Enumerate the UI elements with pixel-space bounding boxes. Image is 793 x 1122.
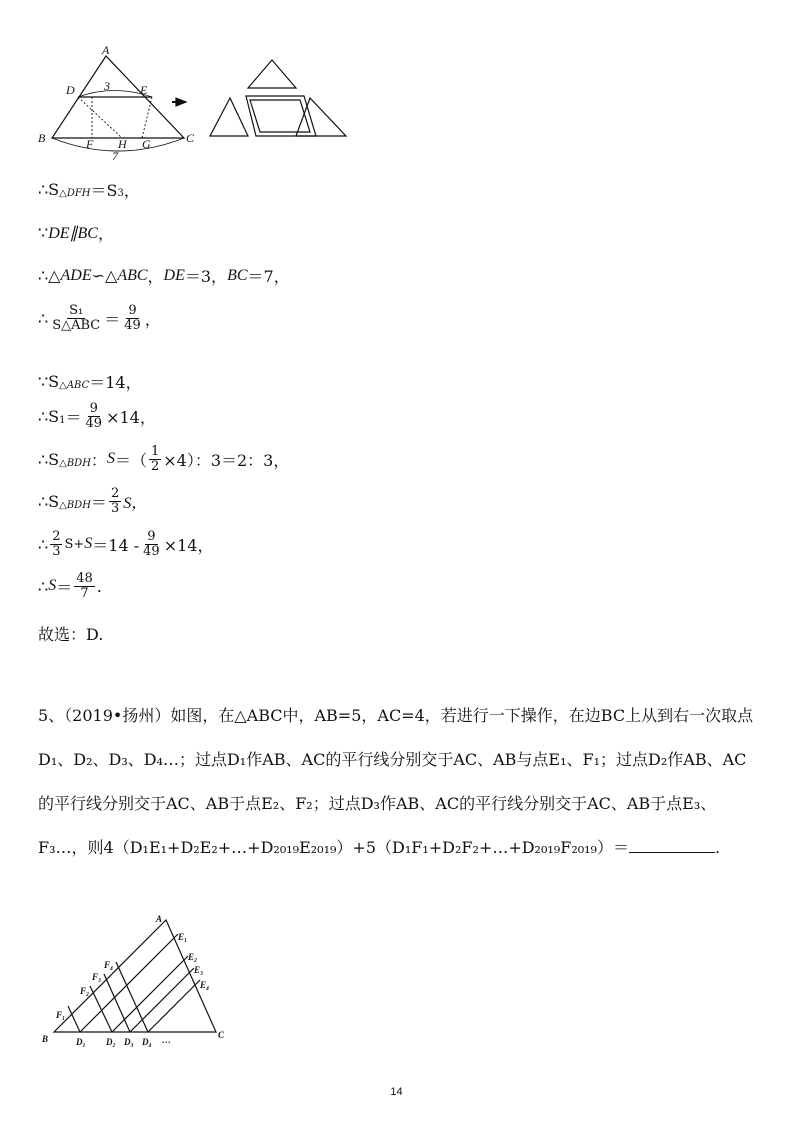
label-b: B xyxy=(38,131,46,145)
l6-frac xyxy=(84,402,105,430)
l9-post: ×14， xyxy=(163,535,214,555)
l7-s: S xyxy=(106,450,115,468)
label-g: G xyxy=(142,137,151,151)
fig2-label-d1: D₁ xyxy=(76,1037,86,1047)
answer-text: 故选：D. xyxy=(38,625,104,644)
l3-eq2: ＝7， xyxy=(247,267,290,286)
solution-line-7 xyxy=(38,445,289,473)
fig2-label-e2: E₂ xyxy=(188,952,198,962)
solution-line-8 xyxy=(38,487,147,515)
l3-pre: ∴△ xyxy=(38,266,61,285)
l10-post: . xyxy=(96,576,102,596)
l4-frac-ratio xyxy=(50,304,102,332)
l10-pre: ∴ xyxy=(38,576,49,596)
l6-fden: 49 xyxy=(85,415,103,431)
l7-post: ×4）：3＝2：3， xyxy=(163,450,290,470)
l7-frac xyxy=(149,445,161,473)
l4-frac-value xyxy=(122,304,143,332)
l1-pre: ∴S xyxy=(38,180,60,199)
problem-5-body: 5、（2019•扬州）如图，在△ABC中，AB=5，AC=4，若进行一下操作，在边BC上从到右一次取点D₁、D₂、D₃、D₄…；过点D₁作AB、AC的平行线分别交于AC、AB与点E₁、F₁；过点D₂作AB、AC的平行线分别交于AC、AB于点E₂、F₂；过点D₃作AB、AC的平行线分别交于AC、AB于点E₃、F₃…，则4（D₁E₁+D₂E₂+…+D₂₀₁₉E₂₀₁₉）+5（D₁F₁+D₂F₂+…+D₂₀₁₉F₂₀₁₉）＝ xyxy=(38,706,754,857)
label-d: D xyxy=(66,83,75,97)
l4-fden: 49 xyxy=(124,317,141,333)
fig2-label-e3: E₃ xyxy=(194,965,204,975)
fig2-label-b: B xyxy=(42,1034,49,1044)
l4-eq: ＝ xyxy=(104,309,121,329)
l9-s1: S+ xyxy=(64,536,85,552)
l5-post: ＝14， xyxy=(89,373,142,392)
l7-fden: 2 xyxy=(150,458,160,474)
solution-line-9 xyxy=(38,530,213,558)
l4-fnum: 9 xyxy=(128,303,137,318)
l5-sub: △ABC xyxy=(59,380,90,391)
l7-pre: ∴S xyxy=(38,449,60,469)
problem-5-text xyxy=(38,694,758,870)
l3-t1: ADE xyxy=(60,266,92,284)
answer-blank[interactable] xyxy=(629,838,715,853)
l9-fnum2: 9 xyxy=(147,529,156,544)
l4-end: ， xyxy=(144,309,161,329)
l10-eq: ＝ xyxy=(56,577,73,597)
l9-mid: ＝14 - xyxy=(92,535,140,555)
l2-end: ， xyxy=(97,224,114,243)
fig2-label-d2: D₂ xyxy=(106,1037,116,1047)
l4-den: S△ABC xyxy=(52,317,101,333)
figure-triangle-rearrangement xyxy=(34,42,354,162)
l1-sub2: 3 xyxy=(117,188,124,199)
l8-pre: ∴S xyxy=(38,491,60,511)
figure-parallel-lines-triangle xyxy=(40,910,240,1050)
l10-fnum: 48 xyxy=(76,571,93,586)
page-number: 14 xyxy=(390,1086,403,1098)
l9-fden: 3 xyxy=(52,543,61,559)
l8-eq: ＝ xyxy=(90,492,107,512)
l7-fnum: 1 xyxy=(150,444,160,459)
fig2-label-c: C xyxy=(218,1030,225,1040)
l9-pre: ∴ xyxy=(38,534,49,554)
label-h: H xyxy=(118,137,127,151)
triangle-abc-2 xyxy=(54,920,216,1032)
answer-line xyxy=(38,622,103,645)
label-de-length: 3 xyxy=(104,79,110,93)
l3-mid: ∽△ xyxy=(91,266,118,285)
l9-fden2: 49 xyxy=(143,543,160,559)
l6-sub: 1 xyxy=(59,414,66,426)
l1-end: ， xyxy=(123,181,140,200)
l4-num: S₁ xyxy=(69,303,84,318)
l3-t3: DE xyxy=(163,266,185,284)
l6-pre: ∴S xyxy=(38,406,60,426)
l1-post: ＝S xyxy=(90,181,118,200)
l7-sub: △BDH xyxy=(59,457,91,469)
l6-post: ×14， xyxy=(106,407,156,427)
l10-s: S xyxy=(48,577,57,595)
solution-line-10 xyxy=(38,572,102,600)
l7-mid: ： xyxy=(90,450,107,470)
solution-line-6 xyxy=(38,402,156,430)
fig2-dots-base: … xyxy=(162,1035,171,1045)
solution-line-4 xyxy=(38,304,161,332)
l7-eq: ＝（ xyxy=(114,450,147,470)
l3-eq1: ＝3， xyxy=(184,267,228,286)
l3-t2: ABC xyxy=(117,266,148,284)
l9-frac-a xyxy=(50,530,62,558)
l6-fnum: 9 xyxy=(89,401,98,416)
label-bc-length: 7 xyxy=(112,149,118,162)
l8-fnum: 2 xyxy=(110,486,120,501)
l5-pre: ∵S xyxy=(38,372,60,391)
solution-line-2 xyxy=(38,221,114,244)
solution-line-5 xyxy=(38,370,142,393)
label-e: E xyxy=(140,83,148,97)
fig2-label-f2: F₂ xyxy=(80,986,90,996)
l9-frac-b xyxy=(141,530,162,558)
fig2-label-a: A xyxy=(156,914,163,924)
l3-sep: ， xyxy=(147,267,164,286)
label-c: C xyxy=(186,131,195,145)
l8-fden: 3 xyxy=(110,500,120,516)
solution-line-3 xyxy=(38,264,290,287)
l10-fden: 7 xyxy=(80,585,89,601)
fig2-label-e1: E₁ xyxy=(178,932,188,942)
label-f: F xyxy=(86,137,94,151)
l3-t4: BC xyxy=(227,266,248,284)
l1-sub: △DFH xyxy=(59,188,91,199)
l8-frac xyxy=(109,487,121,515)
fig2-label-d4: D₄ xyxy=(142,1037,152,1047)
l8-post: S， xyxy=(123,494,148,512)
l2-text: DE∥BC xyxy=(48,224,98,242)
l10-frac xyxy=(74,572,95,600)
fig2-label-f4: F₄ xyxy=(104,960,114,970)
fig2-label-f3: F₃ xyxy=(92,972,102,982)
fig2-label-e4: E₄ xyxy=(200,980,210,990)
l8-sub: △BDH xyxy=(59,499,91,511)
l6-eq: ＝ xyxy=(65,407,82,427)
fig2-label-f1: F₁ xyxy=(56,1010,66,1020)
l4-pre: ∴ xyxy=(38,308,49,328)
l9-s2: S xyxy=(84,535,93,553)
label-a: A xyxy=(102,43,110,57)
fig2-label-d3: D₃ xyxy=(124,1037,134,1047)
problem-5-end: . xyxy=(714,838,721,857)
l9-fnum: 2 xyxy=(52,529,61,544)
solution-line-1 xyxy=(38,178,140,201)
l2-pre: ∵ xyxy=(38,223,49,242)
